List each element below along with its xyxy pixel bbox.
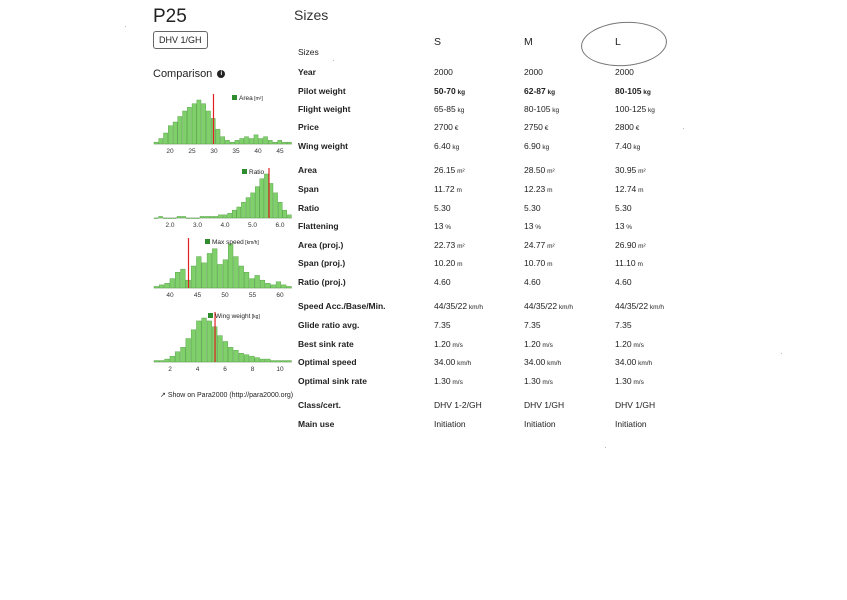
row-label: Glide ratio avg. [298,320,360,330]
histogram-bar [159,139,163,145]
histogram-bar [228,347,233,362]
histogram-bar [228,213,232,218]
histogram-bar [235,140,239,144]
tick-label: 40 [166,292,174,299]
row-value: 34.00 km/h [434,357,472,367]
histogram-bar [237,207,241,218]
tick-label: 2 [168,366,172,373]
histogram-bar [265,283,270,288]
histogram-bar [232,210,236,218]
histogram-bar [154,361,159,362]
histogram-bar [255,275,260,288]
tick-label: 25 [188,148,196,155]
row-value: 13 % [615,221,633,231]
histogram-bar [239,353,244,362]
comparison-heading [153,68,225,80]
size-header-l: L [615,36,621,48]
histogram-bar [191,330,196,362]
histogram-bar [278,202,282,218]
row-label: Sizes [298,47,319,57]
histogram-bar [234,350,239,362]
tick-label: 40 [254,148,262,155]
comparison-label: Comparison [153,68,213,80]
row-value: 5.30 [524,203,541,213]
max-speed-histogram[interactable] [150,232,295,304]
histogram-bar [259,139,263,145]
row-label: Span [298,184,319,194]
row-value: 26.15 m² [434,165,465,175]
histogram-bar [218,336,223,362]
histogram-bar [278,140,282,144]
histogram-bar [159,216,163,218]
row-value: 26.90 m² [615,240,646,250]
row-value: 5.30 [434,203,451,213]
row-label: Area (proj.) [298,240,344,250]
para2000-link-text: Show on Para2000 (http://para2000.org) [167,392,294,399]
histogram-bar [205,216,209,218]
legend-swatch [205,239,210,244]
row-value: 80-105 kg [615,86,651,96]
sizes-title: Sizes [294,7,329,23]
page-title: P25 [153,6,187,27]
histogram-bar [218,215,222,218]
histogram-bar [154,142,158,144]
row-value: 62-87 kg [524,86,556,96]
row-value: 65-85 kg [434,104,465,114]
histogram-bar [192,104,196,144]
histogram-bar [255,358,260,362]
row-value: 1.20 m/s [615,339,644,349]
row-value: 4.60 [434,277,451,287]
histogram-bar [209,216,213,218]
row-value: 10.20 m [434,258,463,268]
row-value: 1.20 m/s [434,339,463,349]
histogram-bar [283,210,287,218]
histogram-bar [159,361,164,362]
tick-label: 6.0 [275,222,285,229]
histogram-bar [186,218,190,219]
legend-label: Max speed [km/h] [212,239,259,246]
row-value: 11.72 m [434,184,462,194]
row-label: Year [298,67,316,77]
legend-label: Wing weight [kg] [215,313,260,320]
row-value: 28.50 m² [524,165,555,175]
row-value: 44/35/22 km/h [524,301,573,311]
histogram-bar [244,137,248,144]
histogram-bar [234,257,239,288]
row-value: 10.70 m [524,258,553,268]
row-value: 12.23 m [524,184,553,194]
histogram-bar [265,359,270,362]
external-link-icon: ↗ [160,392,166,399]
row-value: 7.35 [524,320,541,330]
histogram-bar [260,179,264,218]
histogram-bar [163,218,167,219]
histogram-bar [182,216,186,218]
histogram-bar [225,140,229,144]
histogram-bar [223,215,227,218]
row-label: Optimal sink rate [298,376,367,386]
row-value: 13 % [434,221,452,231]
row-value: DHV 1/GH [615,400,656,410]
histogram-bar [165,359,170,362]
row-value: Initiation [434,419,466,429]
histogram-bar [263,137,267,144]
row-value: 6.40 kg [434,141,460,151]
histogram-bar [287,286,292,288]
histogram-bar [178,117,182,145]
histogram-bar [214,216,218,218]
row-label: Best sink rate [298,339,354,349]
row-label: Speed Acc./Base/Min. [298,301,386,311]
histogram-bar [249,139,253,145]
histogram-bar [251,193,255,218]
histogram-bar [260,280,265,288]
row-value: 44/35/22 km/h [615,301,664,311]
histogram-bar [168,218,172,219]
histogram-bar [154,286,159,288]
histogram-bar [273,142,277,144]
histogram-bar [202,104,206,144]
legend-swatch [208,313,213,318]
highlight-circle [580,19,669,69]
row-label: Ratio [298,203,320,213]
row-value: 7.35 [434,320,451,330]
row-label: Optimal speed [298,357,357,367]
row-value: 2000 [524,67,543,77]
histogram-bar [276,361,281,362]
histogram-bar [207,321,212,362]
histogram-bar [241,202,245,218]
row-value: 2750 € [524,122,549,132]
histogram-bar [264,174,268,218]
tick-label: 10 [276,366,284,373]
row-label: Price [298,122,319,132]
histogram-bar [191,266,196,288]
histogram-bar [216,129,220,144]
row-value: Initiation [524,419,556,429]
histogram-bar [250,356,255,362]
tick-label: 50 [221,292,229,299]
row-value: Initiation [615,419,647,429]
histogram-bar [244,272,249,288]
histogram-bar [202,263,207,288]
row-value: 5.30 [615,203,632,213]
tick-label: 35 [232,148,240,155]
histogram-bar [276,282,281,288]
row-label: Ratio (proj.) [298,277,346,287]
histogram-bar [287,142,291,144]
ratio-histogram[interactable] [150,162,295,232]
row-value: 30.95 m² [615,165,646,175]
histogram-bar [170,356,175,362]
row-value: 7.35 [615,320,632,330]
histogram-bar [246,198,250,218]
row-value: 12.74 m [615,184,644,194]
row-value: 24.77 m² [524,240,555,250]
row-value: 11.10 m [615,258,643,268]
tick-label: 60 [276,292,284,299]
row-label: Wing weight [298,141,348,151]
legend-label: Ratio [249,169,265,176]
tick-label: 20 [166,148,174,155]
histogram-bar [168,126,172,144]
area-histogram[interactable] [150,88,295,158]
row-label: Pilot weight [298,86,346,96]
histogram-bar [268,140,272,144]
row-value: 34.00 km/h [524,357,562,367]
size-header-s: S [434,36,442,48]
row-value: 6.90 kg [524,141,550,151]
row-label: Class/cert. [298,400,341,410]
histogram-bar [175,272,180,288]
row-value: 2000 [434,67,453,77]
row-value: 22.73 m² [434,240,465,250]
row-value: 1.30 m/s [524,376,553,386]
row-value: 80-105 kg [524,104,560,114]
wing-weight-histogram[interactable] [150,306,295,376]
histogram-bar [200,216,204,218]
histogram-bar [197,100,201,144]
histogram-bar [170,279,175,288]
legend-swatch [242,169,247,174]
row-label: Span (proj.) [298,258,346,268]
histogram-bar [172,218,176,219]
tick-label: 45 [193,292,202,299]
tick-label: 8 [250,366,255,373]
row-value: 1.30 m/s [434,376,463,386]
row-value: 13 % [524,221,542,231]
size-header-m: M [524,36,533,48]
histogram-bar [271,361,276,362]
row-label: Flight weight [298,104,351,114]
histogram-bar [164,133,168,144]
row-value: 1.30 m/s [615,376,644,386]
histogram-bar [191,218,195,219]
class-badge: DHV 1/GH [153,31,208,49]
histogram-bar [177,216,181,218]
row-value: 4.60 [615,277,632,287]
tick-label: 30 [210,148,218,155]
histogram-bar [196,257,201,288]
tick-label: 4 [195,366,200,373]
row-value: 2000 [615,67,634,77]
row-value: 34.00 km/h [615,357,653,367]
tick-label: 3.0 [192,222,203,229]
histogram-bar [195,218,199,219]
tick-label: 4.0 [220,222,230,229]
histogram-bar [255,187,259,218]
histogram-bar [206,111,210,144]
row-label: Flattening [298,221,339,231]
info-icon[interactable]: i [217,70,225,78]
histogram-bar [250,279,255,288]
histogram-bar [240,139,244,145]
histogram-bar [165,283,170,288]
histogram-bar [223,341,228,362]
histogram-bar [202,318,207,362]
histogram-bar [159,285,164,288]
legend-label: Area [m²] [239,95,263,102]
histogram-bar [196,321,201,362]
histogram-bar [186,339,191,362]
histogram-bar [281,285,286,288]
tick-label: 2.0 [165,222,175,229]
histogram-bar [287,215,291,218]
histogram-bar [181,269,186,288]
row-label: Area [298,165,317,175]
histogram-bar [223,260,228,288]
histogram-bar [228,244,233,288]
histogram-bar [274,193,278,218]
histogram-bar [239,266,244,288]
histogram-bar [244,355,249,362]
histogram-bar [230,142,234,144]
row-label: Main use [298,419,335,429]
histogram-bar [207,253,212,288]
row-value: 2800 € [615,122,640,132]
histogram-bar [181,347,186,362]
legend-swatch [232,95,237,100]
histogram-bar [271,285,276,288]
histogram-bar [154,218,158,219]
histogram-bar [183,111,187,144]
histogram-bar [173,122,177,144]
row-value: 1.20 m/s [524,339,553,349]
tick-label: 45 [276,148,284,155]
row-value: 100-125 kg [615,104,655,114]
histogram-bar [221,137,225,144]
histogram-bar [254,135,258,144]
histogram-bar [187,107,191,144]
histogram-bar [287,361,292,362]
para2000-link[interactable] [160,391,300,399]
histogram-bar [281,361,286,362]
row-value: 2700 € [434,122,459,132]
histogram-bar [260,359,265,362]
histogram-bar [269,183,273,218]
row-value: DHV 1-2/GH [434,400,482,410]
tick-label: 5.0 [247,222,258,229]
row-value: DHV 1/GH [524,400,565,410]
tick-label: 6 [223,366,227,373]
tick-label: 55 [248,292,257,299]
row-value: 50-70 kg [434,86,466,96]
histogram-bar [175,352,180,362]
histogram-bar [212,249,217,288]
histogram-bar [218,264,223,288]
row-value: 44/35/22 km/h [434,301,483,311]
histogram-bar [282,142,286,144]
row-value: 4.60 [524,277,541,287]
row-value: 7.40 kg [615,141,641,151]
